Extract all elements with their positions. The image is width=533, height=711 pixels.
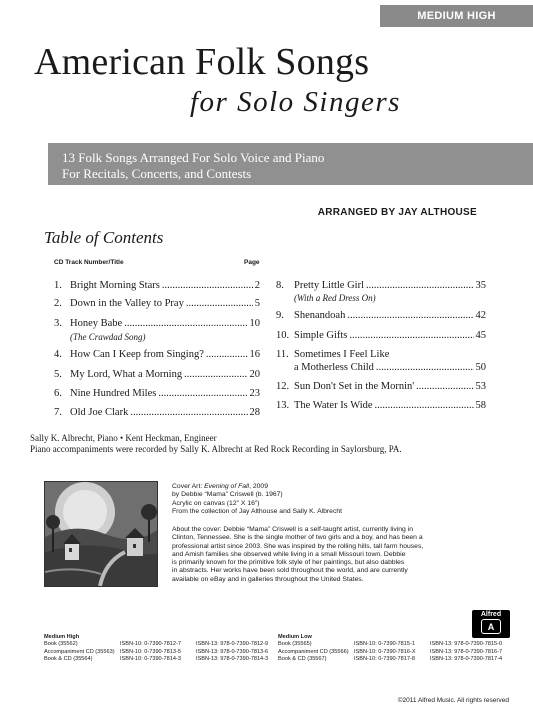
toc-column-page-header: Page	[244, 259, 260, 266]
about-line: About the cover: Debbie “Mama” Criswell is a self-taught artist, currently living in	[172, 526, 414, 533]
track-number: 13.	[276, 400, 290, 411]
toc-item	[276, 381, 486, 392]
isbn-10: ISBN-10: 0-7390-7816-X	[354, 648, 416, 655]
page-number: 20	[249, 369, 260, 380]
leader-dots	[162, 280, 253, 291]
song-title: Shenandoah	[294, 310, 346, 321]
isbn-section-heading: Medium Low	[278, 634, 312, 640]
book-subtitle: for Solo Singers	[190, 86, 401, 118]
cover-art-title-line	[172, 483, 492, 491]
description-line-2: For Recitals, Concerts, and Contests	[62, 166, 252, 181]
track-number: 10.	[276, 330, 290, 341]
page-number: 35	[475, 280, 486, 291]
track-number: 11.	[276, 349, 289, 360]
leader-dots	[347, 310, 473, 321]
isbn-13: ISBN-13: 978-0-7390-7817-4	[430, 656, 503, 663]
product-item: Book (35565)	[278, 641, 312, 648]
isbn-13: ISBN-13: 978-0-7390-7816-7	[430, 648, 503, 655]
toc-heading: Table of Contents	[44, 228, 164, 247]
song-title: The Water Is Wide	[294, 400, 373, 411]
track-number: 5.	[54, 369, 62, 380]
song-title: Old Joe Clark	[70, 407, 129, 418]
track-number: 9.	[276, 310, 284, 321]
song-title: Honey Babe	[70, 318, 123, 329]
cover-art-image	[44, 481, 158, 587]
isbn-10: ISBN-10: 0-7390-7812-7	[120, 641, 181, 648]
song-title: My Lord, What a Morning	[70, 369, 183, 380]
about-line: professional artist since 2003. She was inspired by the rolling hills, tall farm houses,	[172, 542, 424, 550]
toc-column-track-header: CD Track Number/Title	[54, 259, 124, 266]
performer-credit: Sally K. Albrecht, Piano • Kent Heckman, Engineer	[30, 433, 217, 443]
isbn-row	[278, 656, 502, 663]
song-title: Bright Morning Stars	[70, 280, 160, 291]
voice-range-badge: MEDIUM HIGH	[380, 5, 533, 27]
leader-dots	[130, 407, 247, 418]
about-line: Clinton, Tennessee. She is the single mother of two girls and a boy, and has been a	[172, 534, 423, 542]
product-item: Accompaniment CD (35566)	[278, 648, 349, 655]
leader-dots	[349, 330, 473, 341]
toc-item	[276, 349, 486, 360]
about-line: and Amish families she observed while living in a small Missouri town. Debbie	[172, 550, 406, 558]
page-number: 58	[475, 400, 486, 411]
book-title: American Folk Songs	[34, 41, 370, 83]
recording-note: Piano accompaniments were recorded by Sally K. Albrecht at Red Rock Recording in Saylorsburg, PA.	[30, 444, 402, 454]
isbn-10: ISBN-10: 0-7390-7817-8	[354, 656, 415, 663]
toc-item	[54, 318, 260, 329]
copyright-notice: ©2011 Alfred Music. All rights reserved	[397, 697, 509, 704]
isbn-10: ISBN-10: 0-7390-7814-3	[120, 656, 181, 663]
song-subtitle: (With a Red Dress On)	[294, 293, 376, 303]
leader-dots	[184, 369, 247, 380]
page-number: 5	[254, 298, 260, 309]
isbn-row	[44, 641, 268, 648]
isbn-row	[44, 649, 268, 656]
cover-medium: Acrylic on canvas (12" X 16")	[172, 499, 260, 507]
about-cover-paragraph	[172, 526, 510, 584]
description-banner	[48, 143, 533, 185]
cover-artist: by Debbie “Mama” Criswell (b. 1967)	[172, 491, 283, 499]
isbn-row	[278, 641, 502, 648]
isbn-row	[44, 656, 268, 663]
about-line: is primarily known for the primitive folk style of her paintings, but also dabbles	[172, 559, 405, 567]
cover-art-year: , 2009	[249, 483, 268, 490]
toc-item	[54, 280, 260, 291]
isbn-13: ISBN-13: 978-0-7390-7812-9	[196, 641, 269, 648]
toc-item	[54, 369, 260, 380]
folk-landscape-painting	[45, 482, 157, 586]
song-title: Sometimes I Feel Like	[294, 349, 390, 360]
leader-dots	[375, 400, 474, 411]
page-number: 42	[475, 310, 486, 321]
toc-item	[276, 310, 486, 321]
leader-dots	[186, 298, 253, 309]
product-item: Book (35562)	[44, 641, 78, 648]
page-number: 16	[249, 349, 260, 360]
song-title: Simple Gifts	[294, 330, 348, 341]
leader-dots	[206, 349, 248, 360]
toc-item	[54, 298, 260, 309]
isbn-13: ISBN-13: 978-0-7390-7815-0	[430, 641, 503, 648]
cover-art-title: Evening of Fall	[204, 483, 250, 490]
page-number: 45	[475, 330, 486, 341]
toc-item-continued	[276, 362, 486, 373]
cover-art-label: Cover Art:	[172, 483, 205, 490]
cover-art-info	[172, 483, 492, 516]
isbn-medium-high	[44, 634, 268, 664]
isbn-10: ISBN-10: 0-7390-7815-1	[354, 641, 415, 648]
logo-mark-icon: A	[481, 619, 501, 634]
page-number: 2	[254, 280, 260, 291]
product-item: Book & CD (35567)	[278, 656, 327, 663]
track-number: 1.	[54, 280, 62, 291]
track-number: 2.	[54, 298, 62, 309]
track-number: 7.	[54, 407, 62, 418]
leader-dots	[124, 318, 247, 329]
leader-dots	[376, 362, 474, 373]
page-number: 28	[249, 407, 260, 418]
song-title-line-2: a Motherless Child	[294, 362, 374, 373]
isbn-section-heading: Medium High	[44, 634, 80, 640]
logo-wordmark: Alfred	[480, 611, 502, 618]
toc-item	[54, 388, 260, 399]
track-number: 12.	[276, 381, 290, 392]
isbn-13: ISBN-13: 978-0-7390-7814-3	[196, 656, 269, 663]
toc-item	[276, 400, 486, 411]
isbn-medium-low	[278, 634, 502, 664]
page-number: 23	[249, 388, 260, 399]
song-title: Pretty Little Girl	[294, 280, 364, 291]
about-line: available on eBay and in galleries throughout the United States.	[172, 575, 364, 583]
page-number: 53	[475, 381, 486, 392]
track-number: 4.	[54, 349, 62, 360]
song-subtitle: (The Crawdad Song)	[70, 332, 146, 342]
leader-dots	[416, 381, 473, 392]
track-number: 6.	[54, 388, 62, 399]
track-number: 3.	[54, 318, 62, 329]
cover-collection: From the collection of Jay Althouse and Sally K. Albrecht	[172, 507, 343, 515]
song-title: Down in the Valley to Pray	[70, 298, 184, 309]
leader-dots	[158, 388, 247, 399]
about-line: in abstracts. Her works have been sold throughout the world, and are currently	[172, 567, 408, 575]
page-number: 50	[475, 362, 486, 373]
track-number: 8.	[276, 280, 284, 291]
song-title: Nine Hundred Miles	[70, 388, 157, 399]
arranger-credit: ARRANGED BY JAY ALTHOUSE	[317, 207, 477, 218]
toc-item	[54, 349, 260, 360]
page-number: 10	[249, 318, 260, 329]
toc-item	[276, 330, 486, 341]
recording-credits	[30, 433, 402, 455]
leader-dots	[366, 280, 474, 291]
song-title: How Can I Keep from Singing?	[70, 349, 204, 360]
isbn-10: ISBN-10: 0-7390-7813-5	[120, 648, 181, 655]
toc-item	[54, 407, 260, 418]
product-item: Book & CD (35564)	[44, 656, 93, 663]
isbn-row	[278, 649, 502, 656]
product-item: Accompaniment CD (35563)	[44, 648, 115, 655]
song-title: Sun Don't Set in the Mornin'	[294, 381, 415, 392]
isbn-13: ISBN-13: 978-0-7390-7813-6	[196, 648, 269, 655]
toc-item	[276, 280, 486, 291]
description-line-1: 13 Folk Songs Arranged For Solo Voice and Piano	[62, 150, 325, 165]
